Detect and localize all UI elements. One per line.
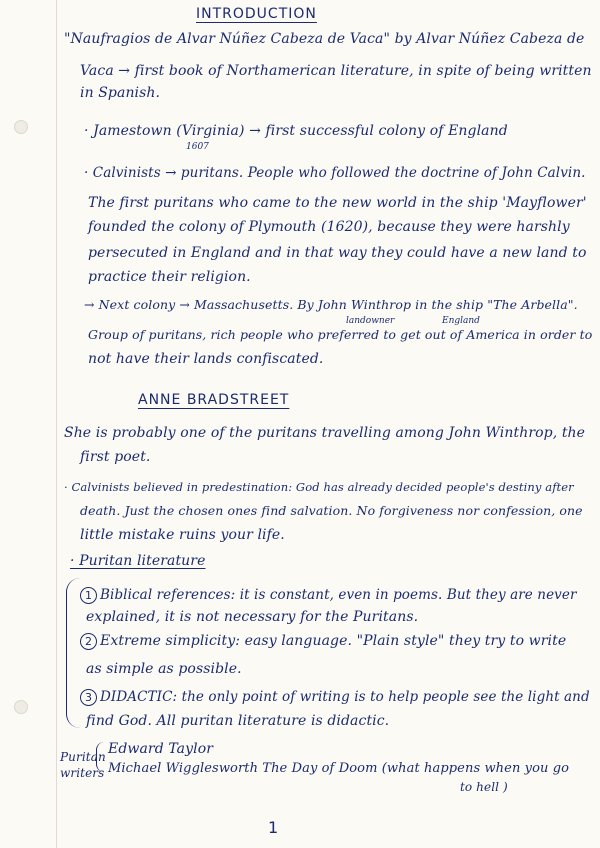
item-1-text: Biblical references: it is constant, even in poems. But they are never [100, 587, 577, 603]
item-3-text: DIDACTIC: the only point of writing is to help people see the light and [100, 689, 590, 705]
calvinists-line-8: not have their lands confiscated. [88, 351, 324, 367]
item-3-line-1 [80, 688, 590, 706]
intro-line-3: in Spanish. [80, 85, 161, 101]
punch-hole-bottom [14, 700, 28, 714]
writers-brace [96, 742, 105, 772]
writers-label-2: writers [60, 766, 105, 780]
calvinists-line-1: · Calvinists → puritans. People who followed the doctrine of John Calvin. [84, 165, 586, 181]
number-1-icon: 1 [80, 587, 97, 604]
item-2-line-2: as simple as possible. [86, 661, 242, 677]
puritan-literature-title: · Puritan literature [70, 553, 206, 569]
item-2-line-1 [80, 632, 566, 650]
calvinists-line-7: Group of puritans, rich people who preferred to get out of America in order to [88, 327, 593, 342]
writers-label-1: Puritan [60, 750, 106, 764]
anne-line-4: death. Just the chosen ones find salvation. No forgiveness nor confession, one [80, 503, 583, 518]
anne-line-5: little mistake ruins your life. [80, 527, 285, 543]
list-bracket [66, 578, 81, 728]
heading-introduction: INTRODUCTION [196, 6, 317, 22]
intro-line-1: "Naufragios de Alvar Núñez Cabeza de Vaca" by Alvar Núñez Cabeza de [64, 31, 585, 47]
intro-line-2: Vaca → first book of Northamerican literature, in spite of being written [80, 63, 592, 79]
item-1-line-2: explained, it is not necessary for the Puritans. [86, 609, 419, 625]
calvinists-line-5: practice their religion. [88, 269, 251, 285]
calvinists-line-3: founded the colony of Plymouth (1620), because they were harshly [88, 219, 570, 235]
number-3-icon: 3 [80, 689, 97, 706]
writer-wigglesworth: Michael Wigglesworth The Day of Doom (what happens when you go [108, 761, 570, 776]
calvinists-line-6: → Next colony → Massachusetts. By John Winthrop in the ship "The Arbella". [84, 297, 578, 312]
calvinists-line-2: The first puritans who came to the new world in the ship 'Mayflower' [88, 195, 587, 211]
note-england: England [442, 316, 480, 326]
writer-wigglesworth-note: to hell ) [460, 780, 508, 794]
calvinists-line-4: persecuted in England and in that way they could have a new land to [88, 245, 587, 261]
item-3-line-2: find God. All puritan literature is didactic. [86, 713, 390, 729]
margin-line [56, 0, 57, 848]
heading-anne-bradstreet: ANNE BRADSTREET [138, 392, 290, 408]
number-2-icon: 2 [80, 633, 97, 650]
note-landowner: landowner [346, 316, 395, 326]
intro-line-4: · Jamestown (Virginia) → first successful colony of England [84, 123, 508, 139]
page-number: 1 [268, 818, 279, 837]
punch-hole-top [14, 120, 28, 134]
intro-year: 1607 [186, 142, 209, 152]
writer-edward-taylor: Edward Taylor [108, 741, 214, 757]
item-2-text: Extreme simplicity: easy language. "Plain style" they try to write [100, 633, 567, 649]
anne-line-2: first poet. [80, 449, 151, 465]
item-1-line-1 [80, 586, 577, 604]
anne-line-3: · Calvinists believed in predestination: God has already decided people's destiny after [64, 480, 574, 494]
anne-line-1: She is probably one of the puritans travelling among John Winthrop, the [64, 425, 586, 441]
